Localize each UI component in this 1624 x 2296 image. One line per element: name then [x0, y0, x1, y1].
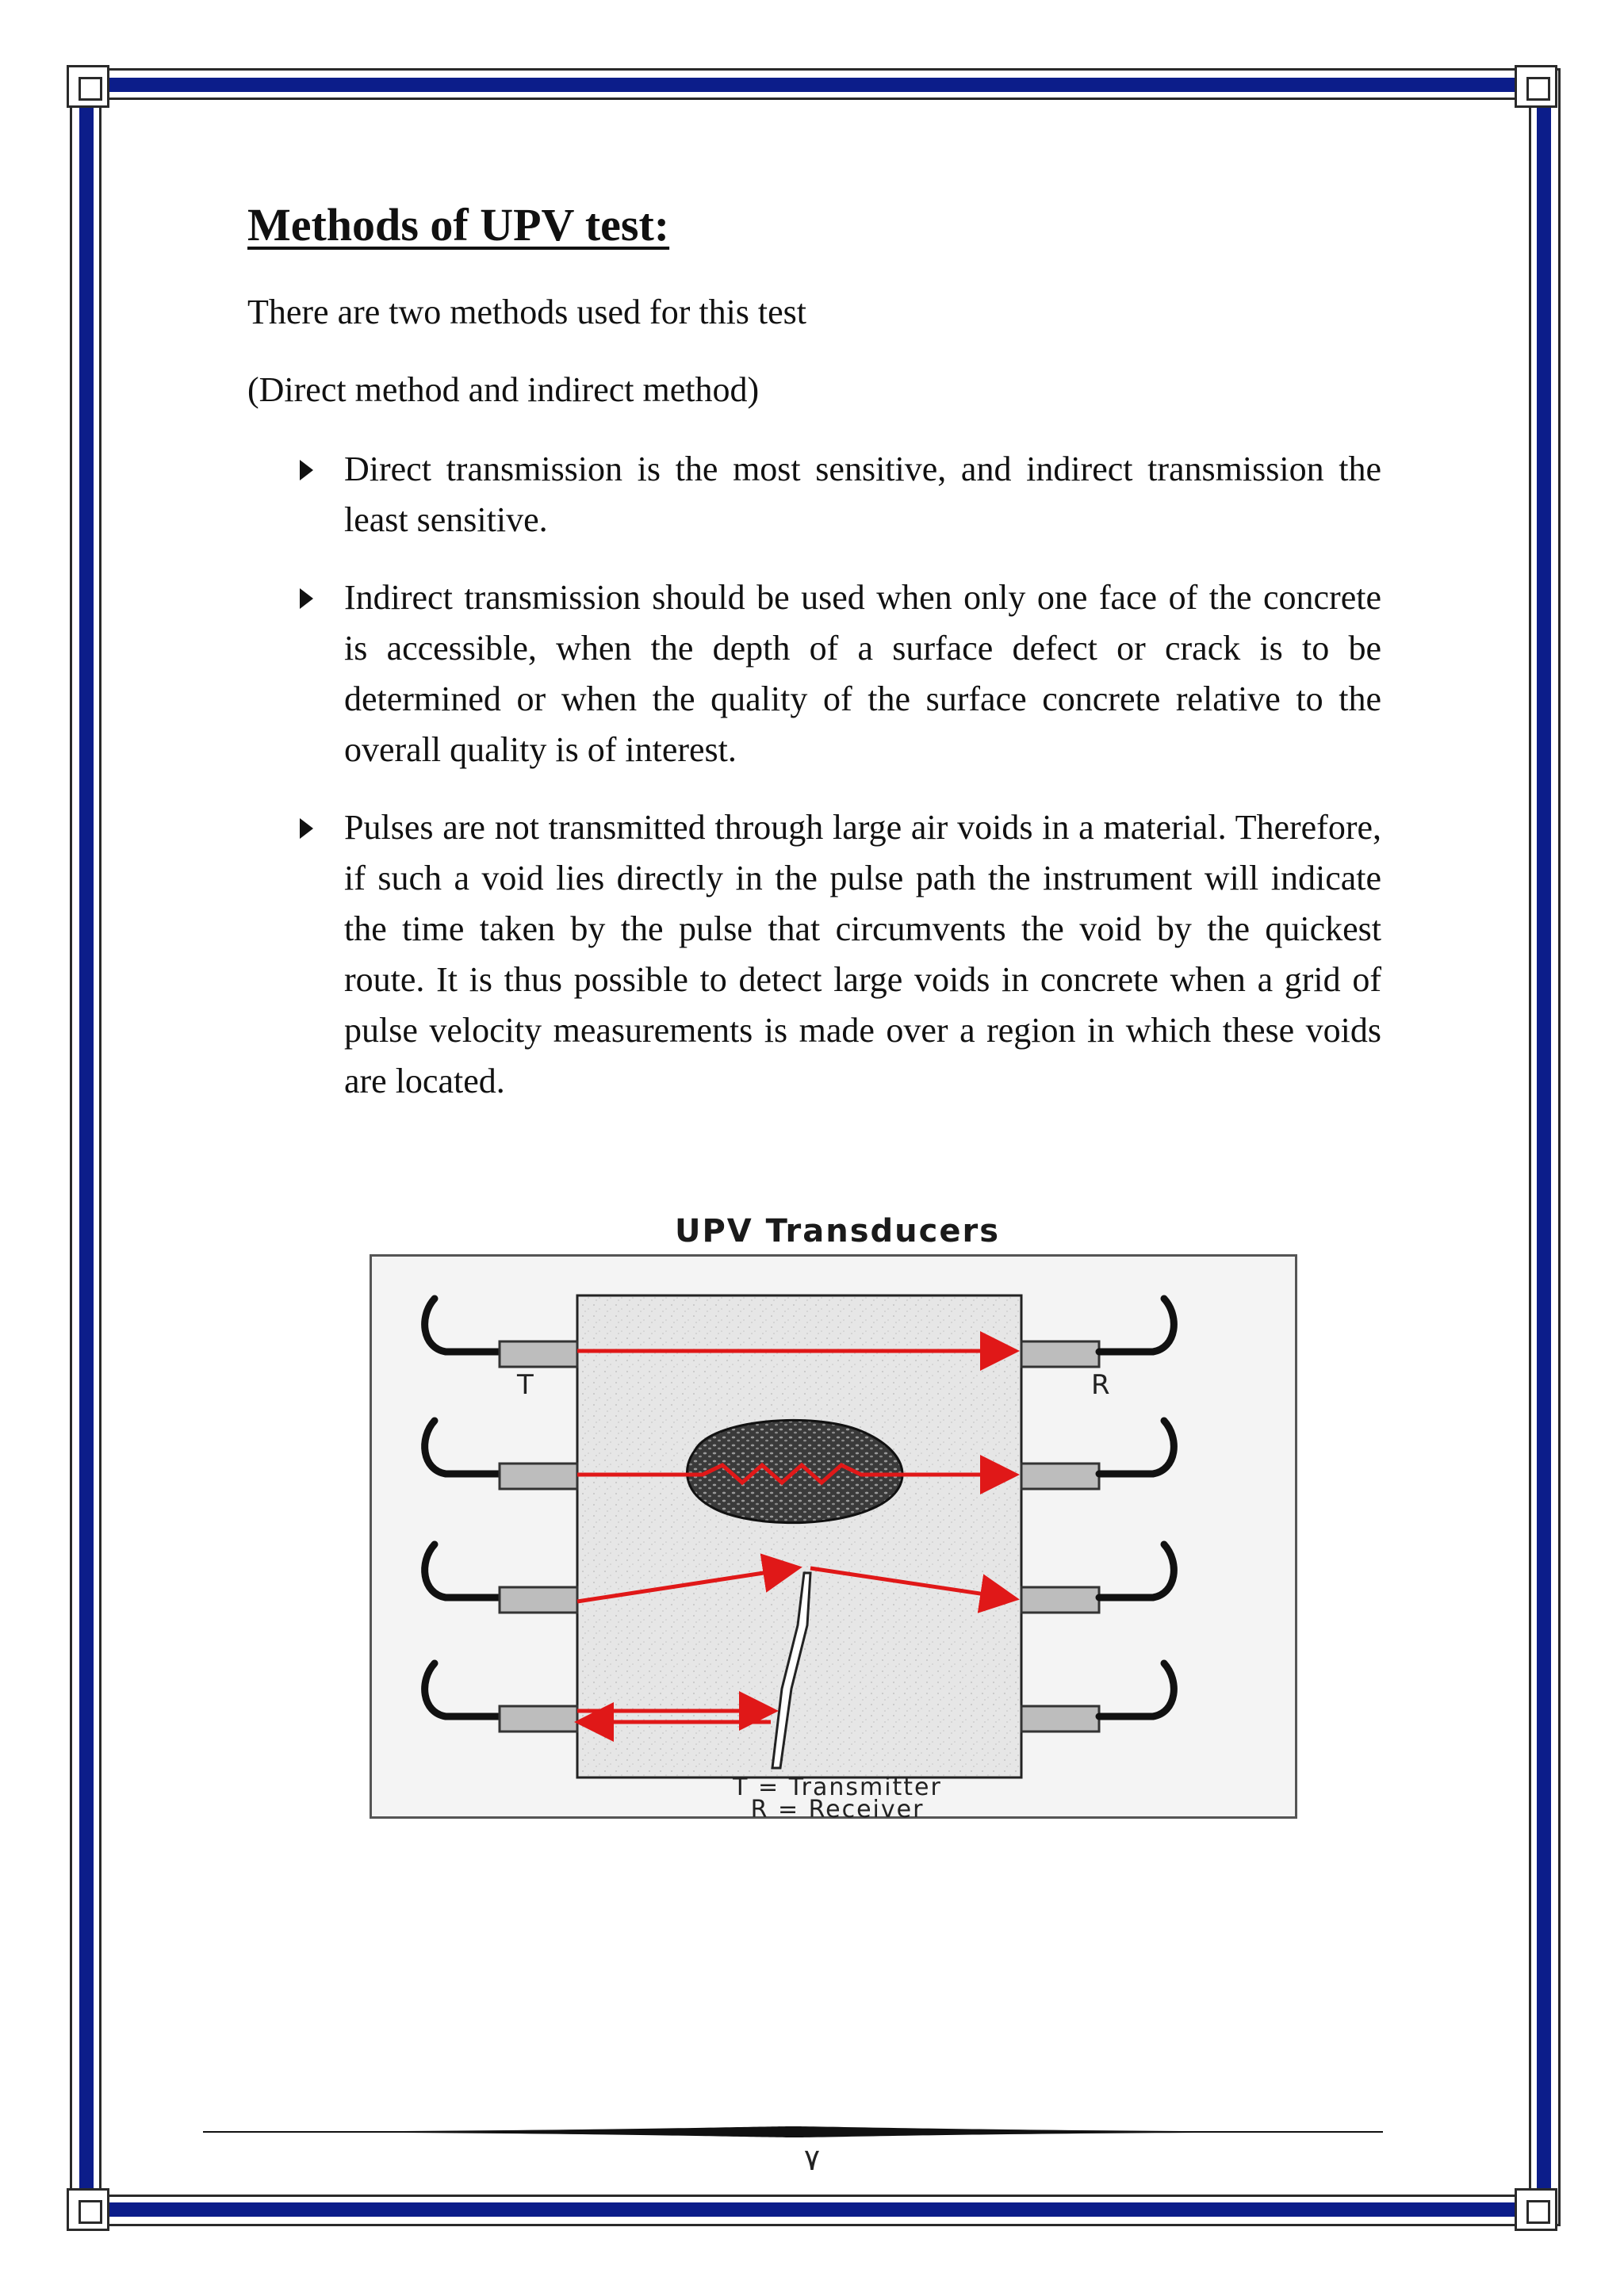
bullet-item [293, 802, 1381, 1107]
legend-receiver: R = Receiver [750, 1796, 925, 1823]
transducer-icon-right-2 [1021, 1421, 1174, 1489]
bullet-list [293, 444, 1381, 1134]
transducer-icon-right-3 [1021, 1544, 1174, 1613]
figure-diagram [370, 1213, 1305, 1825]
footer-divider [203, 2122, 1383, 2142]
bullet-triangle-icon [300, 588, 313, 609]
bullet-triangle-icon [300, 460, 313, 480]
transducer-icon-left-1 [425, 1299, 577, 1367]
receiver-label: R [1091, 1369, 1110, 1401]
figure-title: UPV Transducers [674, 1213, 1001, 1249]
corner-ornament-bottom-right [1515, 2188, 1557, 2231]
bullet-item [293, 572, 1381, 775]
transducer-icon-left-2 [425, 1421, 577, 1489]
page-title: Methods of UPV test: [247, 199, 670, 251]
intro-line-2: (Direct method and indirect method) [247, 370, 760, 409]
corner-ornament-top-left [67, 65, 109, 108]
bullet-triangle-icon [300, 818, 313, 839]
bullet-text: Direct transmission is the most sensitive, and indirect transmission the least sensitive. [344, 450, 1381, 539]
transducer-icon-left-4 [425, 1663, 577, 1732]
bullet-text: Pulses are not transmitted through large air voids in a material. Therefore, if such a void lies directly in the pulse path the instrument will indicate the time taken by the pulse that circumvents the void by the quickest route. It is thus possible to detect large voids in concrete when a grid of pulse velocity measurements is made over a region in which these voids are located. [344, 808, 1381, 1100]
concrete-specimen [577, 1295, 1021, 1777]
intro-line-1: There are two methods used for this test [247, 293, 807, 331]
transducer-icon-right-4 [1021, 1663, 1174, 1732]
corner-ornament-bottom-left [67, 2188, 109, 2231]
legend-transmitter: T = Transmitter [733, 1774, 942, 1801]
transmitter-label: T [517, 1369, 534, 1401]
bullet-text: Indirect transmission should be used when only one face of the concrete is accessible, when the depth of a surface defect or crack is to be determined or when the quality of the surface concrete relative to the overall quality is of interest. [344, 578, 1381, 769]
corner-ornament-top-right [1515, 65, 1557, 108]
bullet-item [293, 444, 1381, 545]
transducer-icon-left-3 [425, 1544, 577, 1613]
transducer-icon-right-1 [1021, 1299, 1174, 1367]
upv-transducers-figure [370, 1213, 1305, 1825]
page-number: ٧ [803, 2144, 821, 2177]
